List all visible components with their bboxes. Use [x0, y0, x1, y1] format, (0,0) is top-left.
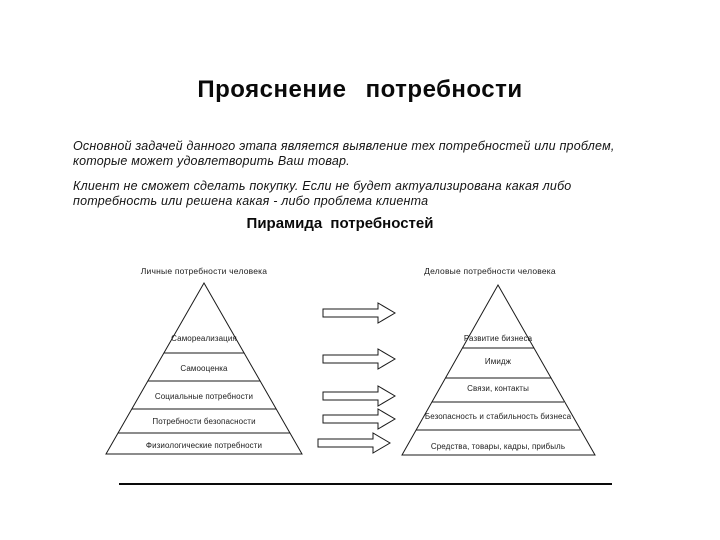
left-pyramid-level-5: Физиологические потребности — [145, 441, 263, 450]
right-arrow-icon-1 — [323, 303, 395, 323]
page-title: Прояснение потребности — [197, 76, 523, 103]
body-paragraph-1: Основной задачей данного этапа является выявление тех потребностей или проблем, которые может удовлетворить Ваш товар. — [73, 139, 615, 168]
left-pyramid-level-1: Самореализация — [171, 334, 237, 343]
right-arrow-icon-4 — [323, 409, 395, 429]
right-pyramid-level-3: Связи, контакты — [467, 384, 529, 393]
right-arrow-icon-5 — [318, 433, 390, 453]
right-pyramid-level-1: Развитие бизнеса — [463, 334, 533, 343]
left-pyramid-level-4: Потребности безопасности — [152, 417, 256, 426]
diagram-title: Пирамида потребностей — [246, 215, 434, 232]
right-pyramid-level-4: Безопасность и стабильность бизнеса — [424, 412, 572, 421]
left-pyramid-header: Личные потребности человека — [140, 266, 268, 276]
right-arrow-icon-3 — [323, 386, 395, 406]
right-pyramid-level-5: Средства, товары, кадры, прибыль — [430, 442, 566, 451]
body-paragraph-2: Клиент не сможет сделать покупку. Если не будет актуализирована какая либо потребность или решена какая - либо проблема клиента — [73, 179, 572, 208]
right-arrow-icon-2 — [323, 349, 395, 369]
right-pyramid-level-2: Имидж — [484, 357, 512, 366]
left-pyramid-level-3: Социальные потребности — [154, 392, 254, 401]
right-pyramid-header: Деловые потребности человека — [424, 266, 556, 276]
left-pyramid-level-2: Самооценка — [180, 364, 228, 373]
